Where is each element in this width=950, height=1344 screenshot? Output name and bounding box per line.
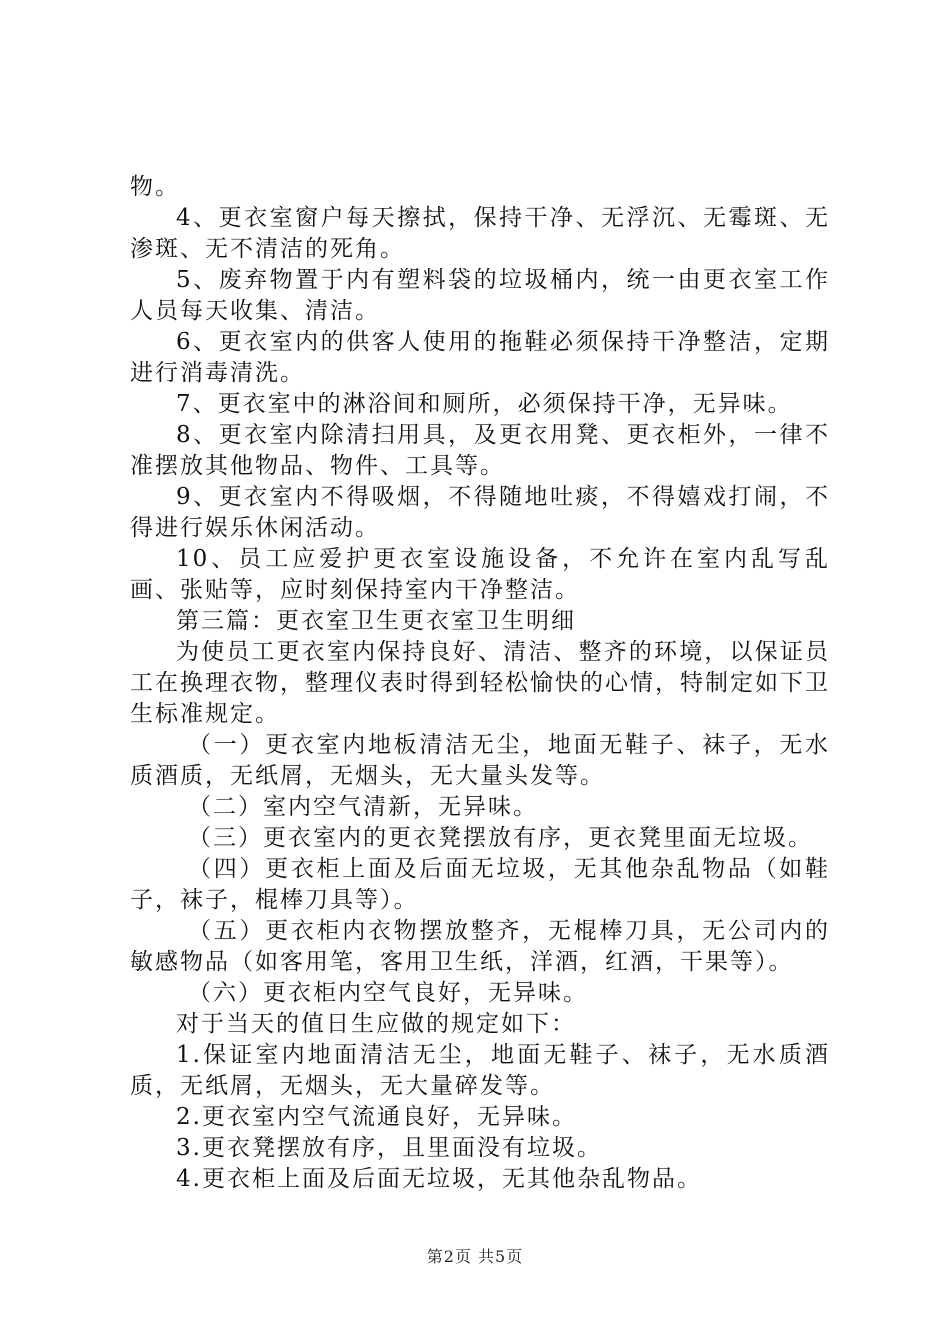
duty-item-2: 2.更衣室内空气流通良好，无异味。 [176,1104,577,1130]
duty-item-3: 3.更衣凳摆放有序，且里面没有垃圾。 [176,1135,602,1161]
standard-item-3: （三）更衣室内的更衣凳摆放有序，更衣凳里面无垃圾。 [188,825,813,851]
paragraph-continuation: 物。 [130,174,180,200]
intro-paragraph: 为使员工更衣室内保持良好、清洁、整齐的环境，以保证员工在换理衣物，整理仪表时得到轻松愉快的心情，特制定如下卫生标准规定。 [130,639,830,727]
rule-item-6: 6、更衣室内的供客人使用的拖鞋必须保持干净整洁，定期进行消毒清洗。 [130,329,830,386]
standard-item-2: （二）室内空气清新，无异味。 [188,794,538,820]
rule-item-7: 7、更衣室中的淋浴间和厕所，必须保持干净，无异味。 [176,391,793,417]
rule-item-5: 5、废弃物置于内有塑料袋的垃圾桶内，统一由更衣室工作人员每天收集、清洁。 [130,267,830,324]
rule-item-4: 4、更衣室窗户每天擦拭，保持干净、无浮沉、无霉斑、无渗斑、无不清洁的死角。 [130,205,830,262]
rule-item-9: 9、更衣室内不得吸烟，不得随地吐痰，不得嬉戏打闹，不得进行娱乐休闲活动。 [130,484,830,541]
standard-item-1: （一）更衣室内地板清洁无尘，地面无鞋子、袜子，无水质酒质，无纸屑，无烟头，无大量头发等。 [130,732,830,789]
document-body [130,172,830,1195]
duty-item-4: 4.更衣柜上面及后面无垃圾，无其他杂乱物品。 [176,1166,702,1192]
rule-item-8: 8、更衣室内除清扫用具，及更衣用凳、更衣柜外，一律不准摆放其他物品、物件、工具等。 [130,422,830,479]
rule-item-10: 10、员工应爱护更衣室设施设备，不允许在室内乱写乱画、张贴等，应时刻保持室内干净整洁。 [130,546,830,603]
standard-item-5: （五）更衣柜内衣物摆放整齐，无棍棒刀具，无公司内的敏感物品（如客用笔，客用卫生纸，洋酒，红酒，干果等）。 [130,918,830,975]
duty-intro: 对于当天的值日生应做的规定如下： [176,1011,576,1037]
section-heading: 第三篇：更衣室卫生更衣室卫生明细 [176,608,576,634]
standard-item-6: （六）更衣柜内空气良好，无异味。 [188,980,588,1006]
standard-item-4: （四）更衣柜上面及后面无垃圾，无其他杂乱物品（如鞋子，袜子，棍棒刀具等）。 [130,856,830,913]
duty-item-1: 1.保证室内地面清洁无尘，地面无鞋子、袜子，无水质酒质，无纸屑，无烟头，无大量碎发等。 [130,1042,830,1099]
page-footer: 第2页 共5页 [426,1247,524,1266]
